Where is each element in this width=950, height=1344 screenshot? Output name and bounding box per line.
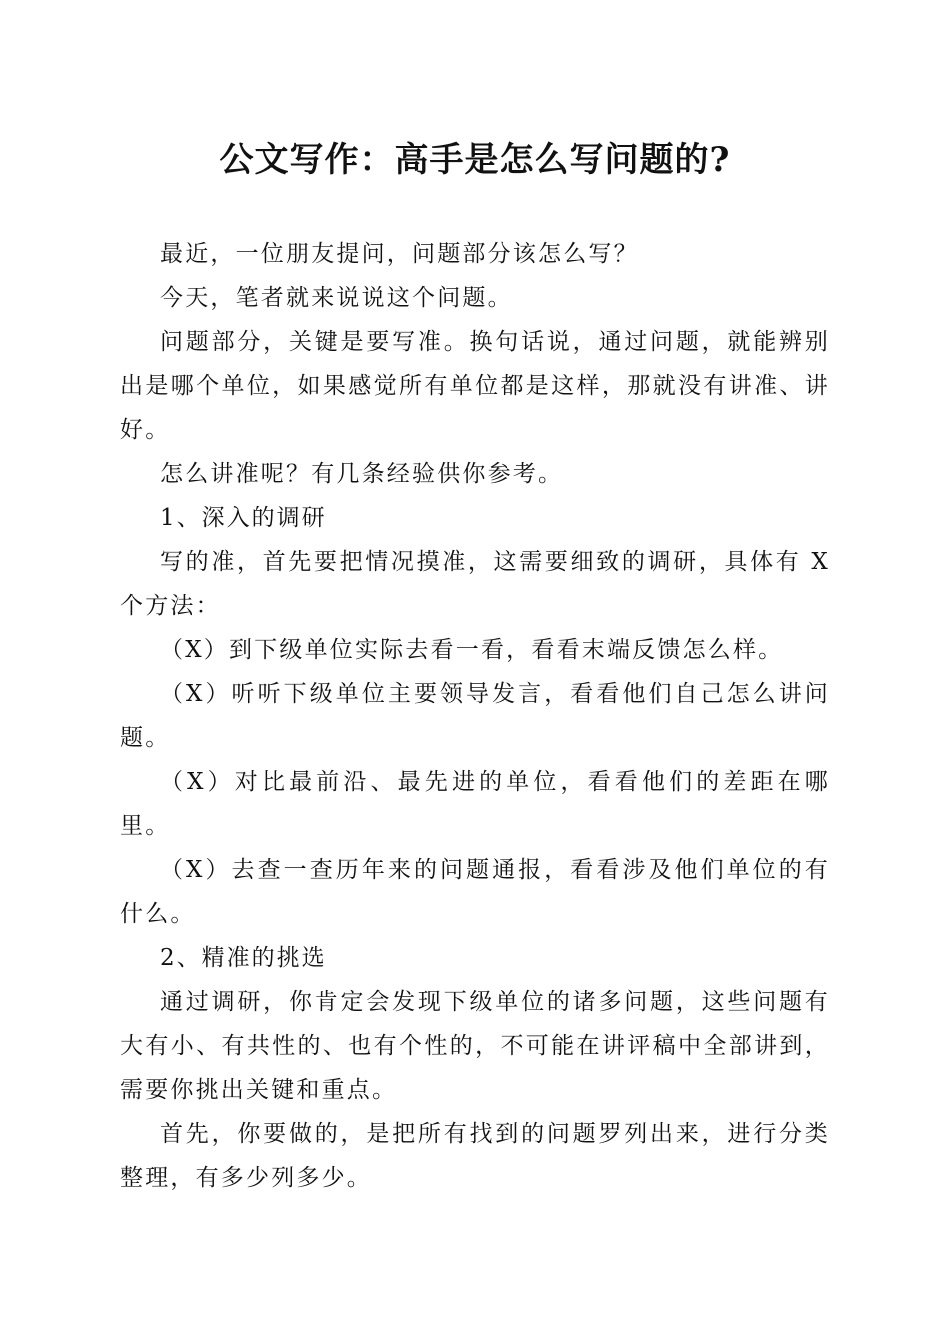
paragraph-5: 写的准，首先要把情况摸准，这需要细致的调研，具体有 X 个方法： xyxy=(120,549,830,619)
paragraph-4: 怎么讲准呢？有几条经验供你参考。 xyxy=(160,461,564,487)
paragraph-7: 首先，你要做的，是把所有找到的问题罗列出来，进行分类整理，有多少列多少。 xyxy=(120,1121,830,1191)
list-item-2: （X）听听下级单位主要领导发言，看看他们自己怎么讲问题。 xyxy=(120,681,830,751)
paragraph-3: 问题部分，关键是要写准。换句话说，通过问题，就能辨别出是哪个单位，如果感觉所有单位都是这样，那就没有讲准、讲好。 xyxy=(120,329,830,443)
document-body xyxy=(120,232,830,1200)
paragraph-1: 最近，一位朋友提问，问题部分该怎么写？ xyxy=(160,241,639,267)
paragraph-2: 今天，笔者就来说说这个问题。 xyxy=(160,285,513,311)
list-item-4: （X）去查一查历年来的问题通报，看看涉及他们单位的有什么。 xyxy=(120,857,830,927)
paragraph-6: 通过调研，你肯定会发现下级单位的诸多问题，这些问题有大有小、有共性的、也有个性的，不可能在讲评稿中全部讲到，需要你挑出关键和重点。 xyxy=(120,989,830,1103)
list-item-3: （X）对比最前沿、最先进的单位，看看他们的差距在哪里。 xyxy=(120,769,830,839)
section-heading-2: 2、精准的挑选 xyxy=(160,945,327,971)
section-heading-1: 1、深入的调研 xyxy=(160,505,327,531)
document-title: 公文写作：高手是怎么写问题的? xyxy=(219,140,731,180)
list-item-1: （X）到下级单位实际去看一看，看看末端反馈怎么样。 xyxy=(160,637,784,663)
